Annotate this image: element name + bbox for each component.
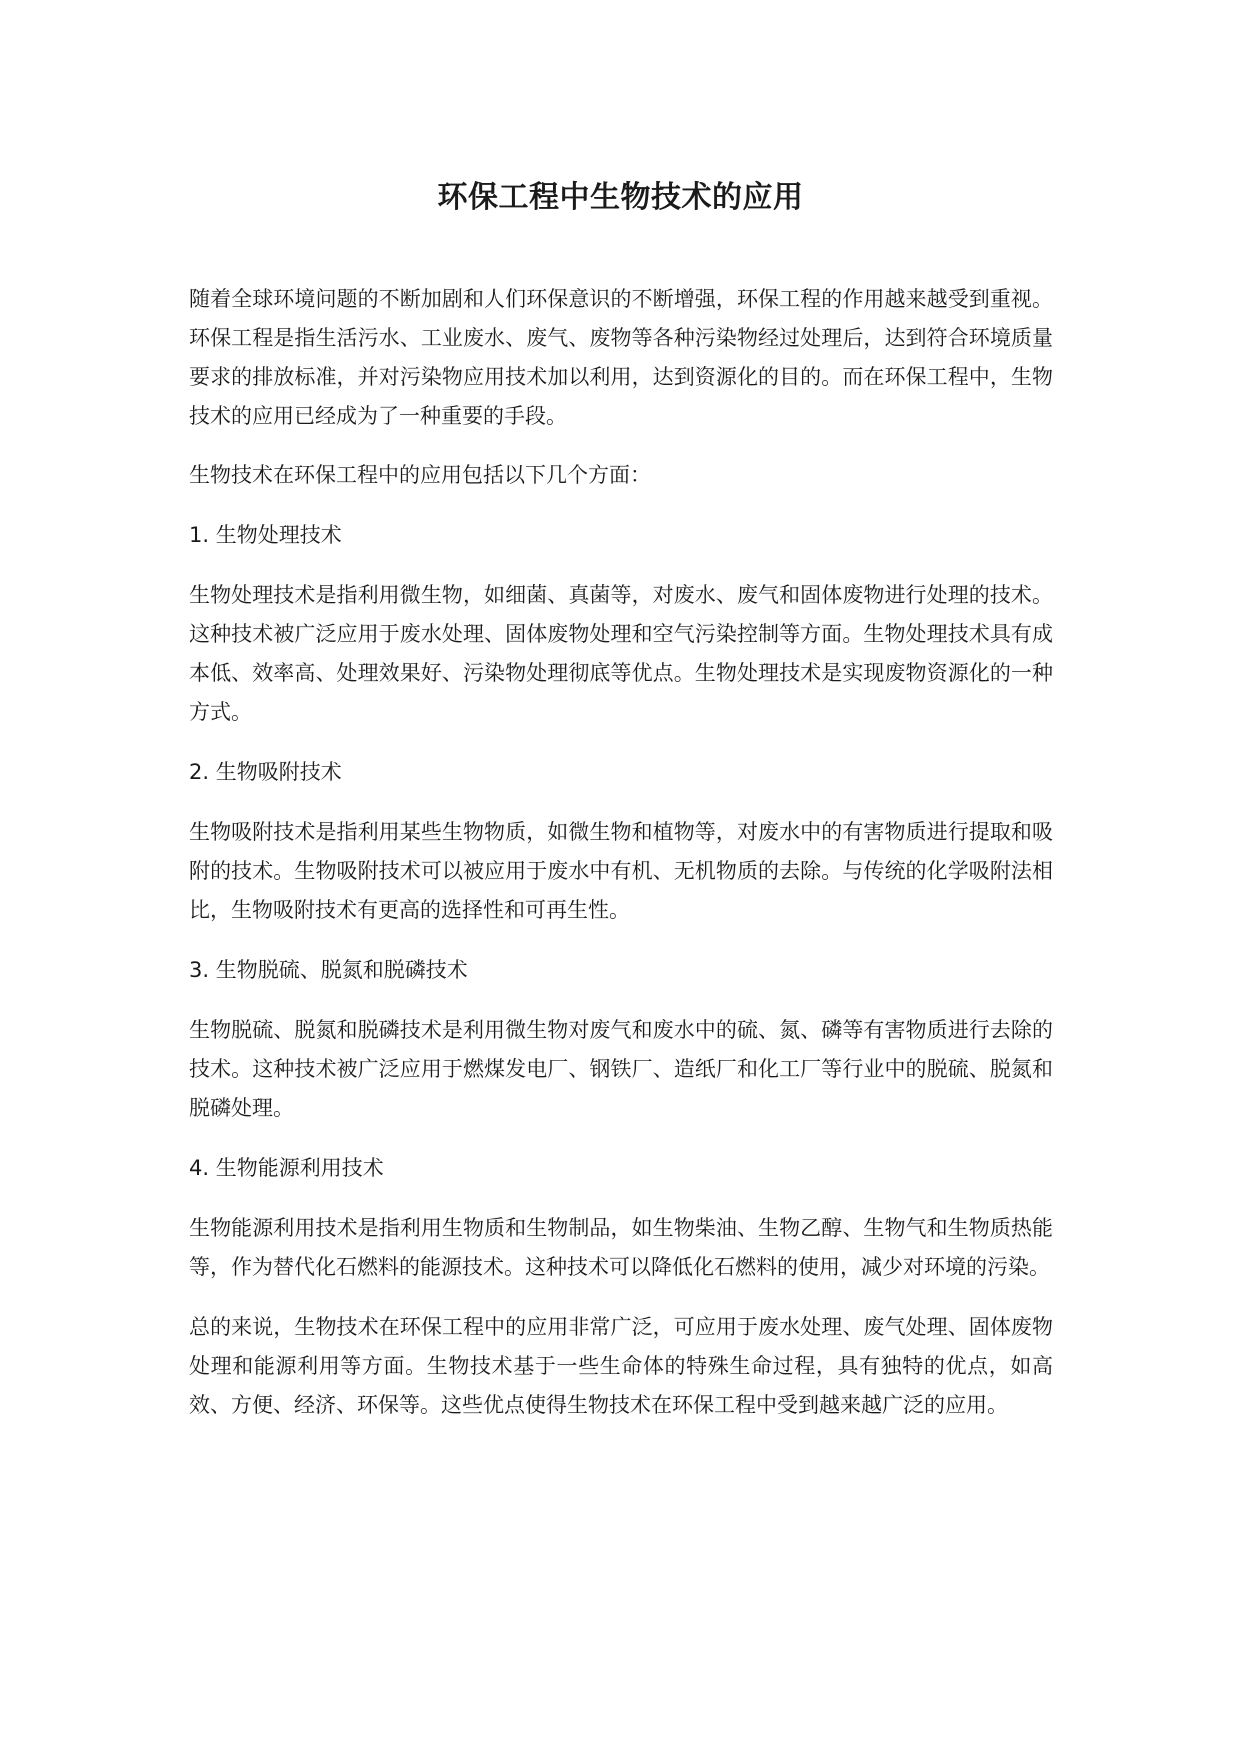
section-bioenergy <box>189 1149 1053 1287</box>
section-paragraph: 生物能源利用技术是指利用生物质和生物制品，如生物柴油、生物乙醇、生物气和生物质热能等，作为替代化石燃料的能源技术。这种技术可以降低化石燃料的使用，减少对环境的污染。 <box>189 1216 1053 1279</box>
section-heading: 4. 生物能源利用技术 <box>189 1156 384 1180</box>
section-heading: 1. 生物处理技术 <box>189 523 342 547</box>
section-biological-treatment <box>189 516 1053 732</box>
section-heading: 3. 生物脱硫、脱氮和脱磷技术 <box>189 958 468 982</box>
section-paragraph: 生物脱硫、脱氮和脱磷技术是利用微生物对废气和废水中的硫、氮、磷等有害物质进行去除的技术。这种技术被广泛应用于燃煤发电厂、钢铁厂、造纸厂和化工厂等行业中的脱硫、脱氮和脱磷处理。 <box>189 1018 1053 1120</box>
document-body <box>189 280 1053 1446</box>
section-paragraph: 生物处理技术是指利用微生物，如细菌、真菌等，对废水、废气和固体废物进行处理的技术。这种技术被广泛应用于废水处理、固体废物处理和空气污染控制等方面。生物处理技术具有成本低、效率高、处理效果好、污染物处理彻底等优点。生物处理技术是实现废物资源化的一种方式。 <box>189 583 1053 724</box>
section-desulfurization-denitrification <box>189 951 1053 1128</box>
section-heading: 2. 生物吸附技术 <box>189 760 342 784</box>
intro-paragraph: 随着全球环境问题的不断加剧和人们环保意识的不断增强，环保工程的作用越来越受到重视。环保工程是指生活污水、工业废水、废气、废物等各种污染物经过处理后，达到符合环境质量要求的排放标准，并对污染物应用技术加以利用，达到资源化的目的。而在环保工程中，生物技术的应用已经成为了一种重要的手段。 <box>189 287 1053 428</box>
section-paragraph: 生物吸附技术是指利用某些生物物质，如微生物和植物等，对废水中的有害物质进行提取和吸附的技术。生物吸附技术可以被应用于废水中有机、无机物质的去除。与传统的化学吸附法相比，生物吸附技术有更高的选择性和可再生性。 <box>189 820 1053 922</box>
page-title: 环保工程中生物技术的应用 <box>437 180 804 215</box>
lead-paragraph: 生物技术在环保工程中的应用包括以下几个方面： <box>189 463 651 487</box>
section-biosorption <box>189 753 1053 930</box>
conclusion-paragraph: 总的来说，生物技术在环保工程中的应用非常广泛，可应用于废水处理、废气处理、固体废物处理和能源利用等方面。生物技术基于一些生命体的特殊生命过程，具有独特的优点，如高效、方便、经济、环保等。这些优点使得生物技术在环保工程中受到越来越广泛的应用。 <box>189 1315 1053 1417</box>
